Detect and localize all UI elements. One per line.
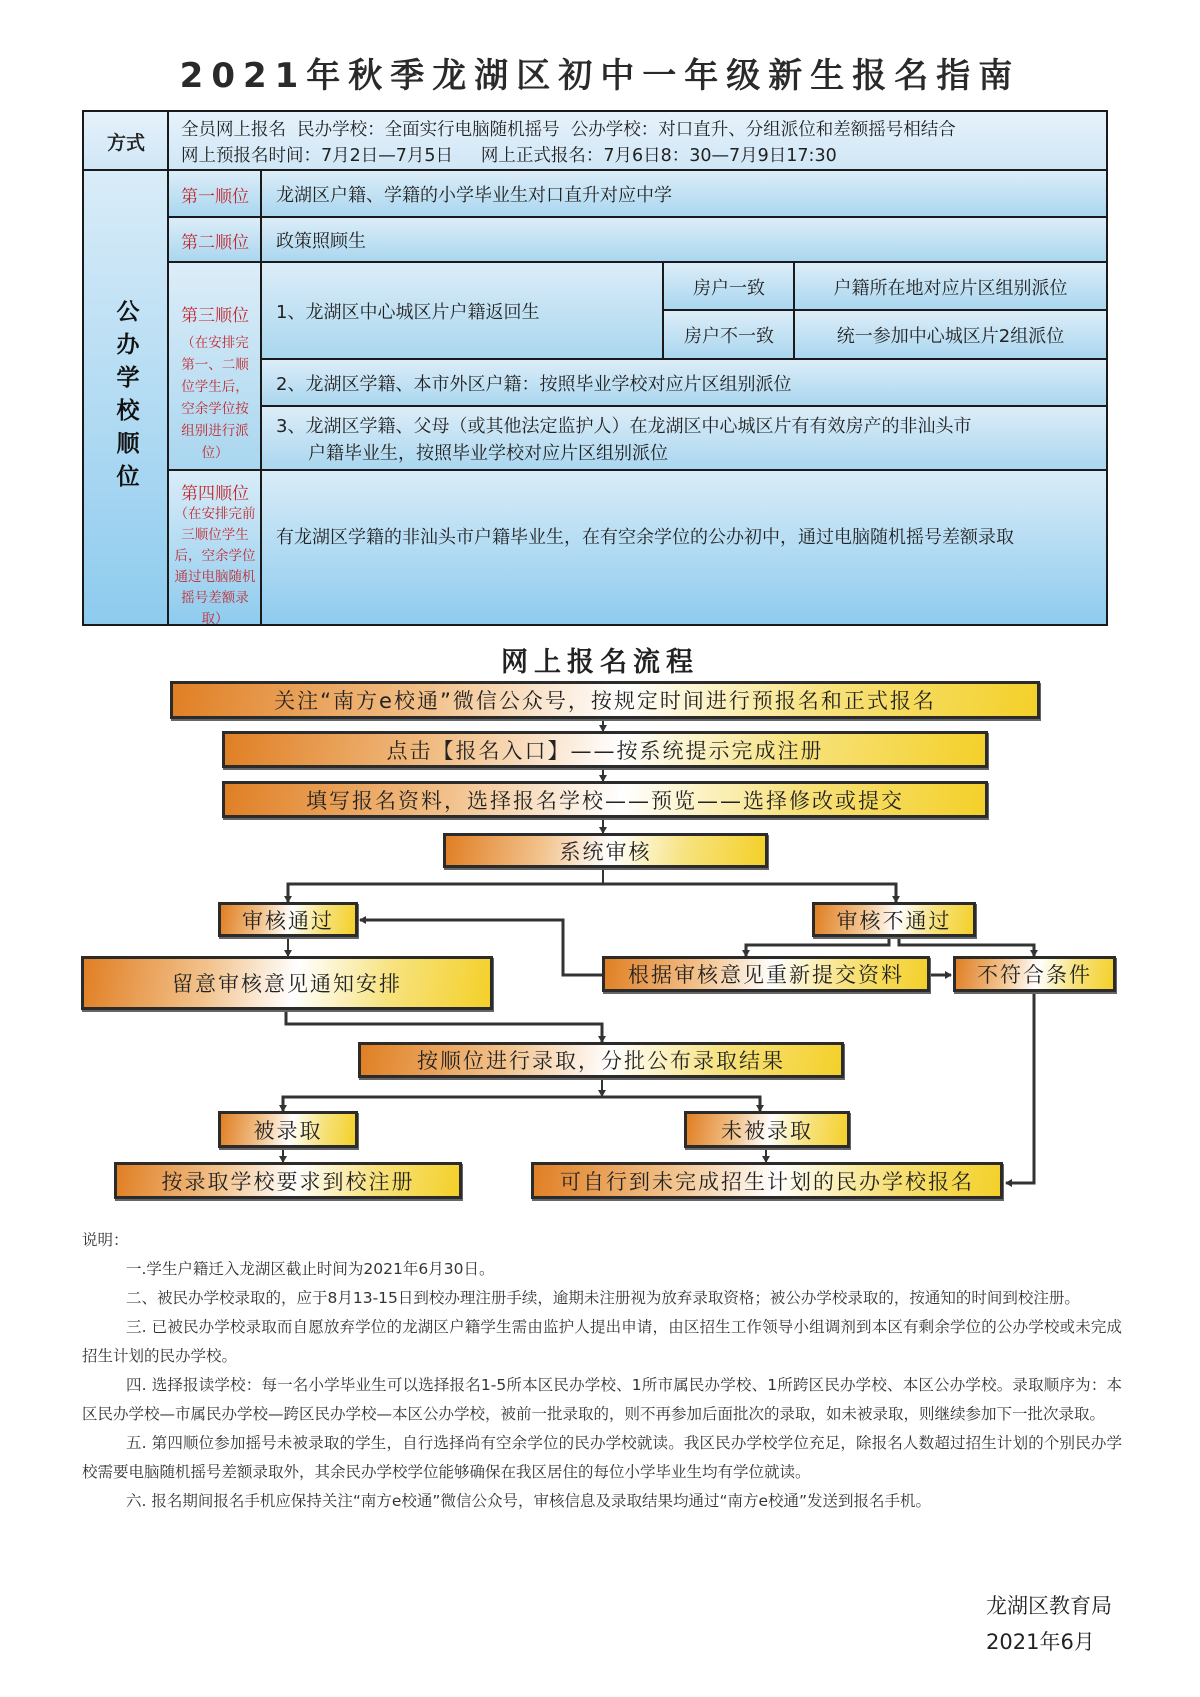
flow-admit-batch: 按顺位进行录取，分批公布录取结果 xyxy=(358,1042,844,1078)
flow-notice: 留意审核意见通知安排 xyxy=(81,956,493,1010)
rank3-item1-cond2: 房户不一致 xyxy=(662,309,796,361)
flow-not-admitted: 未被录取 xyxy=(684,1111,850,1148)
flow-ineligible: 不符合条件 xyxy=(953,956,1116,992)
flow-title: 网上报名流程 xyxy=(501,647,699,678)
rank2-label: 第二顺位 xyxy=(167,216,263,264)
flow-admitted: 被录取 xyxy=(218,1111,358,1148)
rank3-item3-line2: 户籍毕业生，按照毕业学校对应片区组别派位 xyxy=(308,443,668,464)
note-item: 五. 第四顺位参加摇号未被录取的学生，自行选择尚有空余学位的民办学校就读。我区民办学校学位充足，除报名人数超过招生计划的个别民办学校需要电脑随机摇号差额录取外，其余民办学校学位能够确保在我区居住的每位小学毕业生均有学位就读。 xyxy=(82,1434,1122,1481)
flow-register-school: 按录取学校要求到校注册 xyxy=(114,1162,462,1199)
rank1-label: 第一顺位 xyxy=(167,169,263,219)
rank1-text: 龙湖区户籍、学籍的小学毕业生对口直升对应中学 xyxy=(260,169,1108,219)
branch-fail-ineligible xyxy=(899,937,1034,956)
rank3-item1-cond1: 房户一致 xyxy=(662,261,796,312)
flow-step-review: 系统审核 xyxy=(443,833,768,868)
rank4-text: 有龙湖区学籍的非汕头市户籍毕业生，在有空余学位的公办初中，通过电脑随机摇号差额录取 xyxy=(260,469,1108,626)
rank3-item1-result1: 户籍所在地对应片区组别派位 xyxy=(793,261,1108,312)
method-line-2: 网上预报名时间：7月2日—7月5日 网上正式报名：7月6日8：30—7月9日17:30 xyxy=(181,146,837,166)
branch-pass xyxy=(288,884,603,902)
rank3-item2: 2、龙湖区学籍、本市外区户籍：按照毕业学校对应片区组别派位 xyxy=(260,358,1108,408)
flow-step-register: 点击【报名入口】——按系统提示完成注册 xyxy=(222,731,988,768)
rank3-item3-line1: 3、龙湖区学籍、父母（或其他法定监护人）在龙湖区中心城区片有有效房产的非汕头市 xyxy=(276,416,972,437)
notes xyxy=(82,1226,1122,1516)
signature-date: 2021年6月 xyxy=(986,1630,1095,1654)
rank3-label: 第三顺位 xyxy=(181,306,249,326)
flow-resubmit: 根据审核意见重新提交资料 xyxy=(602,956,930,992)
note-item: 四. 选择报读学校：每一名小学毕业生可以选择报名1-5所本区民办学校、1所市属民办学校、1所跨区民办学校、本区公办学校。录取顺序为：本区民办学校—市属民办学校—跨区民办学校—本区公办学校，被前一批录取的，则不再参加后面批次的录取，如未被录取，则继续参加下一批次录取。 xyxy=(82,1376,1122,1423)
method-line-1: 全员网上报名 民办学校：全面实行电脑随机摇号 公办学校：对口直升、分组派位和差额摇号相结合 xyxy=(181,120,956,140)
page-title: 2021年秋季龙湖区初中一年级新生报名指南 xyxy=(179,56,1021,96)
rank4-note: （在安排完前三顺位学生后，空余学位通过电脑随机摇号差额录取） xyxy=(174,506,256,627)
rank4-label: 第四顺位 xyxy=(181,484,249,504)
note-item: 二、被民办学校录取的，应于8月13-15日到校办理注册手续，逾期未注册视为放弃录取资格；被公办学校录取的，按通知的时间到校注册。 xyxy=(126,1289,1080,1307)
rank2-text: 政策照顾生 xyxy=(260,216,1108,264)
branch-fail xyxy=(603,884,896,902)
branch-admitted xyxy=(283,1097,602,1111)
flow-private-apply: 可自行到未完成招生计划的民办学校报名 xyxy=(531,1162,1003,1199)
arrow-notice-admit xyxy=(286,1010,602,1042)
flow-pass: 审核通过 xyxy=(218,902,358,937)
flow-step-follow: 关注“南方e校通”微信公众号，按规定时间进行预报名和正式报名 xyxy=(170,681,1040,719)
rank3-note: （在安排完第一、二顺位学生后，空余学位按组别进行派位） xyxy=(181,335,249,461)
signature-org: 龙湖区教育局 xyxy=(986,1594,1112,1618)
flow-step-fill: 填写报名资料，选择报名学校——预览——选择修改或提交 xyxy=(222,781,988,818)
rank3-item1-result2: 统一参加中心城区片2组派位 xyxy=(793,309,1108,361)
branch-fail-resubmit xyxy=(746,937,889,956)
rank3-item1: 1、龙湖区中心城区片户籍返回生 xyxy=(260,261,665,361)
arrow-ineligible-private xyxy=(1006,992,1034,1183)
note-item: 一.学生户籍迁入龙湖区截止时间为2021年6月30日。 xyxy=(126,1260,495,1278)
flow-fail: 审核不通过 xyxy=(812,902,976,937)
public-school-rank-label: 公办学校顺位 xyxy=(82,169,170,626)
note-item: 六. 报名期间报名手机应保持关注“南方e校通”微信公众号，审核信息及录取结果均通过“南方e校通”发送到报名手机。 xyxy=(126,1492,932,1510)
branch-not-admitted xyxy=(602,1097,760,1111)
signature xyxy=(986,1588,1112,1660)
note-item: 三. 已被民办学校录取而自愿放弃学位的龙湖区户籍学生需由监护人提出申请，由区招生工作领导小组调剂到本区有剩余学位的公办学校或未完成招生计划的民办学校。 xyxy=(82,1318,1122,1365)
method-label: 方式 xyxy=(82,110,170,172)
notes-heading: 说明： xyxy=(82,1231,129,1249)
